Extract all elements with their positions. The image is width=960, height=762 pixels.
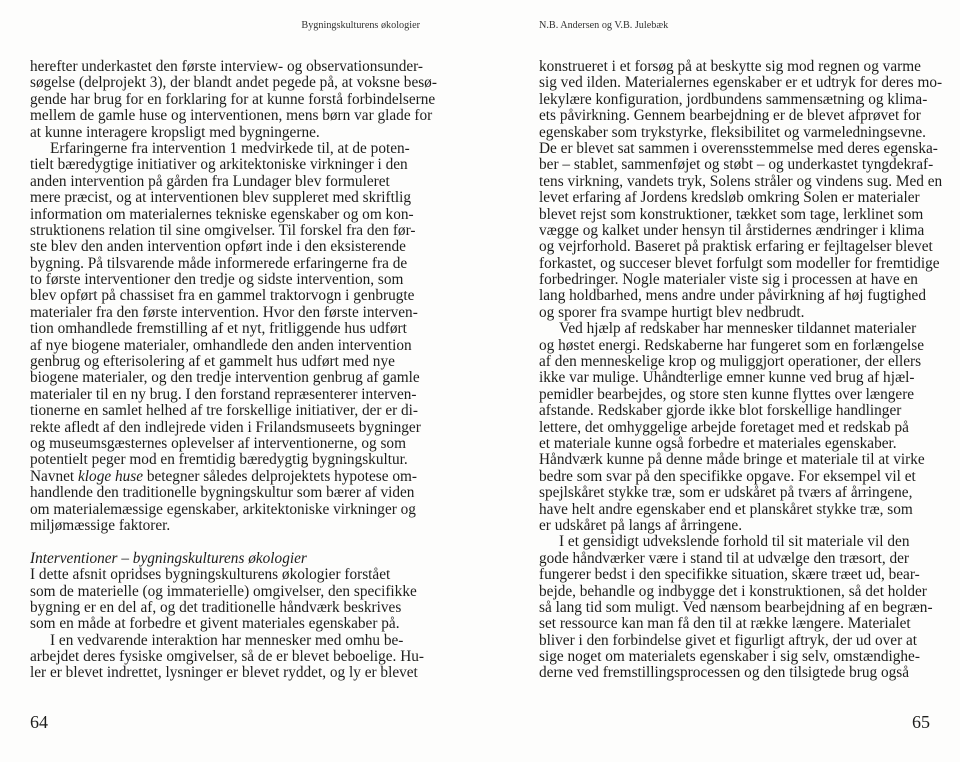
text-line: egenskaber som trykstyrke, fleksibilitet og varmeledningsevne. — [539, 123, 926, 141]
text-line: Erfaringerne fra intervention 1 medvirkede til, at de poten- — [50, 139, 410, 157]
text-line: pemidler bearbejdes, og store sten kunne flyttes over længere — [539, 385, 915, 403]
text-line: herefter underkastet den første interview- og observationsunder- — [30, 58, 424, 75]
right-page-body — [539, 59, 943, 682]
text-line: De er blevet sat sammen i overensstemmelse med deres egenska- — [539, 139, 938, 157]
text-line: blev opført på chassiset fra en gammel traktorvogn i genbrugte — [30, 287, 415, 305]
text-line: gende har brug for en forklaring for at kunne forstå forbindelserne — [30, 90, 436, 108]
text-line: bygning. På tilsvarende måde informerede erfaringerne fra de — [30, 254, 408, 272]
text-line: at kunne interagere kropsligt med bygningerne. — [30, 123, 320, 141]
text-line: bliver i den forbindelse givet et figurligt aftryk, der ud over at — [539, 631, 918, 649]
text-line: biogene materialer, og den tredje intervention genbrug af gamle — [30, 369, 420, 387]
text-line: blevet rejst som konstruktioner, tækket som tage, lerklinet som — [539, 205, 924, 223]
text-line: gode håndværker være i stand til at udvælge den træsort, der — [539, 549, 910, 567]
text-line: miljømæssige faktorer. — [30, 516, 171, 534]
text-line: I et gensidigt udvekslende forhold til sit materiale vil den — [559, 533, 910, 551]
text-line-kloge-huse — [30, 469, 432, 485]
text-fragment: Navnet — [30, 467, 78, 485]
text-line: materialer til en ny brug. I den forstand repræsenterer interven- — [30, 385, 417, 403]
text-line: handlende den traditionelle bygningskultur som bærer af viden — [30, 484, 415, 502]
text-line: et materiale kunne også forbedre et materiales egenskaber. — [539, 434, 897, 452]
text-line: af den menneskelige krop og muliggjort operationer, der ellers — [539, 353, 922, 371]
text-line: ets påvirkning. Gennem bearbejdning er de blevet afprøvet for — [539, 107, 921, 125]
text-line: arbejdet deres fysiske omgivelser, så de er blevet beboelige. Hu- — [30, 648, 424, 666]
section-heading — [30, 551, 432, 567]
page-number-right: 65 — [912, 712, 930, 732]
text-line: tionerne en samlet helhed af tre forskellige initiativer, der er di- — [30, 402, 419, 420]
text-line: lekylære konfiguration, jordbundens sammensætning og klima- — [539, 90, 928, 108]
text-line: information om materialernes tekniske egenskaber og om kon- — [30, 205, 414, 223]
text-line: vægge og kalket under hensyn til årstidernes ændringer i klima — [539, 221, 925, 239]
text-line: som de materielle (og immaterielle) omgivelser, den specifikke — [30, 582, 417, 600]
text-line: konstrueret i et forsøg på at beskytte sig mod regnen og varme — [539, 58, 921, 75]
text-line: to første interventioner den tredje og sidste intervention, som — [30, 271, 404, 289]
text-line: bedre som svar på den specifikke opgave. For eksempel vil et — [539, 467, 916, 485]
left-page-body — [30, 58, 437, 682]
text-line: af nye biogene materialer, omhandlede den anden intervention — [30, 336, 412, 354]
text-line: tion omhandlede fremstilling af et nyt, fritliggende hus udført — [30, 320, 407, 338]
running-head-right: N.B. Andersen og V.B. Julebæk — [539, 20, 669, 31]
text-line: ste blev den anden intervention opført inde i den eksisterende — [30, 238, 406, 256]
text-line: tielt bæredygtige initiativer og arkitektoniske virkninger i den — [30, 156, 408, 174]
text-line: anden intervention på gården fra Lundager blev formuleret — [30, 172, 390, 190]
page-number-left: 64 — [30, 712, 48, 732]
text-line: tens virkning, vandets tryk, Solens stråler og vindens sug. Med en — [539, 172, 943, 190]
text-line: som en måde at forbedre et givent materiales egenskaber på. — [30, 615, 400, 633]
text-line: forbedringer. Nogle materialer viste sig i processen at have en — [539, 271, 918, 289]
text-line: sig ved ilden. Materialernes egenskaber er et udtryk for deres mo- — [539, 74, 943, 92]
text-line: og vejrforhold. Baseret på praktisk erfaring er fejltagelser blevet — [539, 238, 933, 256]
paragraph-gap — [30, 534, 432, 550]
text-line: set ressource kan man få den til at række længere. Materialet — [539, 615, 911, 633]
text-line: potentielt peger mod en fremtidig bæredygtig bygningskultur. — [30, 451, 408, 469]
text-line: rekte afledt af den indlejrede viden i Frilandsmuseets bygninger — [30, 418, 421, 436]
text-line: er udskåret på langs af årringene. — [539, 516, 743, 534]
text-line: og sporer fra svampe hurtigt blev nedbrudt. — [539, 303, 805, 321]
text-line: og museumsgæsternes oplevelser af interventionerne, og som — [30, 434, 406, 452]
right-page — [480, 0, 960, 762]
text-line: så lang tid som muligt. Ved nænsom bearbejdning af en begræn- — [539, 598, 933, 616]
italic-term: kloge huse — [78, 467, 143, 485]
text-line: fungerer bedst i den specifikke situation, skære træet ud, bear- — [539, 566, 920, 584]
text-line: lettere, det omhyggelige arbejde foretaget med et redskab på — [539, 418, 909, 436]
text-line: I dette afsnit opridses bygningskulturens økologier forstået — [30, 566, 391, 584]
text-fragment: betegner således delprojektets hypotese om- — [143, 467, 417, 485]
text-line: mere præcist, og at interventionen blev suppleret med skriftlig — [30, 189, 412, 207]
text-line: ler er blevet indrettet, lysninger er blevet ryddet, og ly er blevet — [30, 664, 418, 682]
text-line: derne ved fremstillingsprocessen og den tilsigtede brug også — [539, 664, 910, 682]
text-line: søgelse (delprojekt 3), der blandt andet pegede på, at voksne besø- — [30, 74, 437, 92]
text-line: materialer fra den første intervention. Hvor den første interven- — [30, 303, 418, 321]
text-line: have helt andre egenskaber end et planskåret stykke træ, som — [539, 500, 913, 518]
text-line: bygning er en del af, og det traditionelle håndværk beskrives — [30, 598, 402, 616]
text-line: struktionens relation til sine omgivelser. Til forskel fra den før- — [30, 221, 416, 239]
text-line: spejlskåret stykke træ, som er udskåret på tværs af årringene, — [539, 484, 913, 502]
text-line: om materialemæssige egenskaber, arkitektoniske virkninger og — [30, 500, 416, 518]
text-line: mellem de gamle huse og interventionen, mens børn var glade for — [30, 107, 433, 125]
text-line: sige noget om materialets egenskaber i sig selv, omstændighe- — [539, 648, 920, 666]
text-line: ikke var mulige. Uhåndterlige emner kunne ved brug af hjæl- — [539, 369, 915, 387]
text-line: genbrug og efterisolering af et gammelt hus udført med nye — [30, 353, 395, 371]
text-line: og høstet energi. Redskaberne har fungeret som en forlængelse — [539, 336, 924, 354]
text-line: Håndværk kunne på denne måde bringe et materiale til at virke — [539, 451, 925, 469]
section-heading-text: Interventioner – bygningskulturens økologier — [30, 549, 307, 567]
text-line: levet erfaring af Jordens kredsløb omkring Solen er materialer — [539, 189, 920, 207]
text-line: I en vedvarende interaktion har mennesker med omhu be- — [50, 631, 404, 649]
text-line: bejde, behandle og indbygge det i konstruktionen, så det holder — [539, 582, 927, 600]
text-line: Ved hjælp af redskaber har mennesker tildannet materialer — [559, 320, 917, 338]
text-line: forkastet, og succeser blevet forfulgt som modeller for fremtidige — [539, 254, 940, 272]
running-head-left: Bygningskulturens økologier — [301, 20, 420, 31]
text-line: afstande. Redskaber gjorde ikke blot forskellige handlinger — [539, 402, 902, 420]
text-line: ber – stablet, sammenføjet og støbt – og underkastet tyngdekraf- — [539, 156, 934, 174]
text-line: lang holdbarhed, mens andre under påvirkning af høj fugtighed — [539, 287, 926, 305]
